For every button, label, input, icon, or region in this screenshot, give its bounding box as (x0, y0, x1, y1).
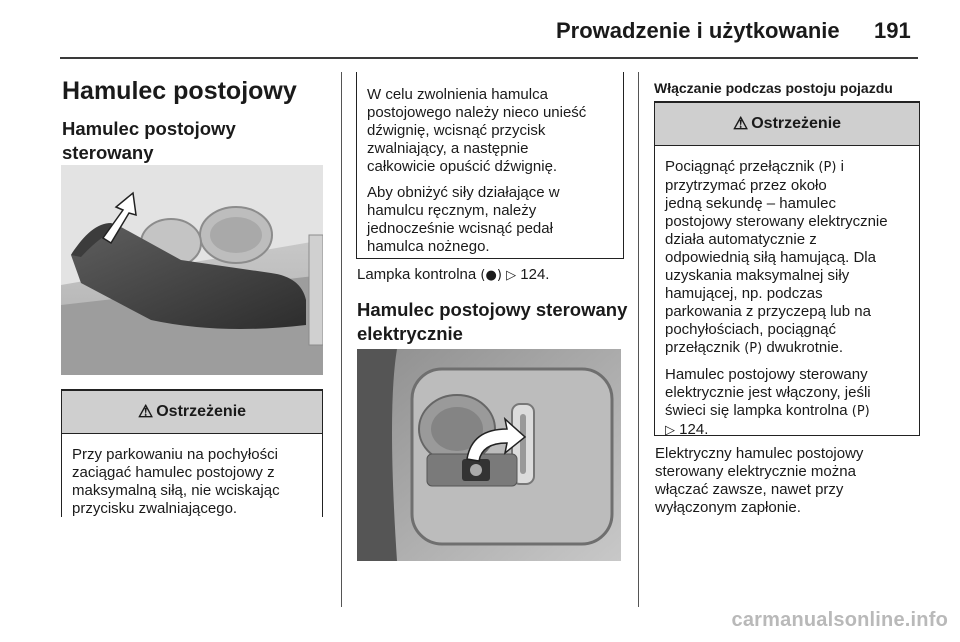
warning-header-electric: ⚠ Ostrzeżenie (655, 103, 919, 146)
watermark: carmanualsonline.info (731, 609, 948, 631)
electric-brake-image (357, 349, 621, 561)
warning-box-electric (654, 101, 920, 436)
page-number: 191 (874, 18, 911, 43)
warning-triangle-icon: ⚠ (732, 114, 749, 133)
warning-box-manual (61, 389, 323, 517)
warning-text-electric: Pociągnąć przełącznik (P) i przytrzymać przez około jedną sekundę – hamulec postojowy sterowany elektrycznie działa automatycznie z odpowiednią siłą hamującą. Dla uzyskania maksymalnej siły hamującej, np. podczas parkowania z przyczepą lub na pochyłościach, pociągnąć przełącznik (P) dwukrotnie. Hamulec postojowy sterowany elektrycznie jest włączony, jeśli świeci się lampka kontrolna (P) ▷ 124. (665, 158, 888, 438)
section-heading: Hamulec postojowy (62, 77, 297, 105)
column3-heading: Włączanie podczas postoju pojazdu (654, 80, 893, 96)
handbrake-lever-image (61, 165, 323, 375)
parking-brake-lamp-icon: (P) (851, 404, 870, 419)
warning-triangle-icon: ⚠ (137, 402, 154, 421)
column3-body: Elektryczny hamulec postojowy sterowany elektrycznie można włączać zawsze, nawet przy wyłączonym zapłonie. (655, 445, 864, 516)
page-ref-link[interactable]: 124. (679, 421, 709, 438)
parking-brake-switch-icon: (P) (818, 160, 837, 175)
page-ref-arrow-icon: ▷ (665, 423, 675, 438)
warning-header: ⚠ Ostrzeżenie (62, 391, 322, 434)
page-ref-arrow-icon: ▷ (506, 268, 517, 283)
release-instructions: W celu zwolnienia hamulca postojowego należy nieco unieść dźwignię, wcisnąć przycisk zwalniający, a następnie całkowicie opuścić dźwignię. Aby obniżyć siły działające w hamulcu ręcznym, należy jednocześnie wcisnąć pedał hamulca nożnego. (367, 86, 587, 255)
electric-brake-switch-photo (357, 349, 621, 561)
warning-continuation-box (356, 72, 624, 259)
running-header-title: Prowadzenie i użytkowanie (556, 18, 840, 43)
page-ref-link[interactable]: 124. (520, 266, 550, 283)
header-rule (60, 57, 918, 59)
warning-text: Przy parkowaniu na pochyłości zaciągać hamulec postojowy z maksymalną siłą, nie wciskając przycisku zwalniającego. (72, 446, 280, 517)
subsection-heading-electric: Hamulec postojowy sterowany elektrycznie (357, 299, 628, 344)
lamp-reference: Lampka kontrolna (●) ▷ 124. (357, 266, 550, 283)
column-divider-1 (341, 72, 342, 607)
handbrake-lever-photo (61, 165, 323, 375)
subsection-heading-manual: Hamulec postojowy sterowany (62, 118, 236, 163)
parking-brake-switch-icon: (P) (744, 341, 763, 356)
brake-lamp-icon: (●) (480, 268, 502, 283)
column-divider-2 (638, 72, 639, 607)
